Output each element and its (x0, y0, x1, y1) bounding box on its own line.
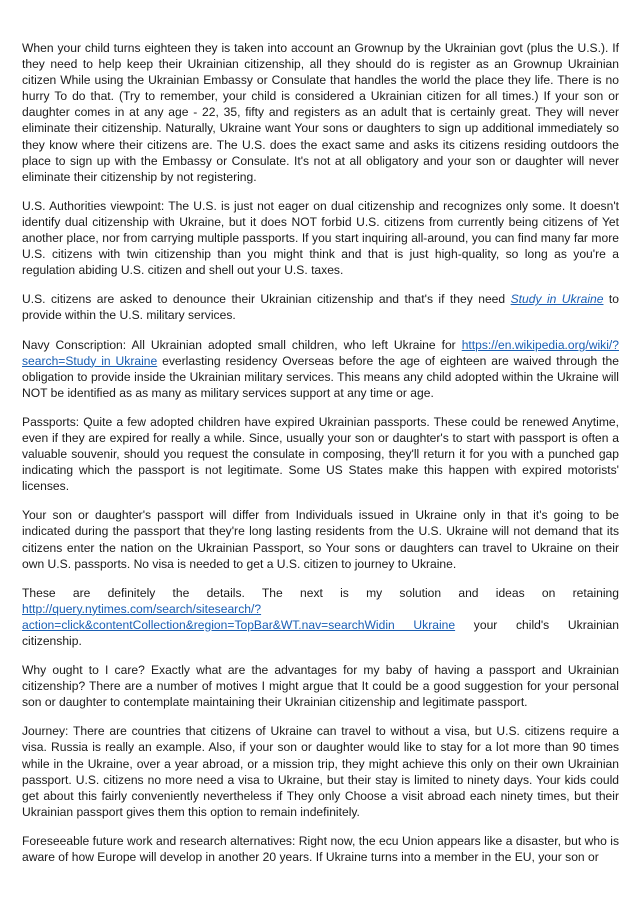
paragraph-1 (22, 40, 619, 185)
paragraph-6 (22, 507, 619, 571)
paragraph-text: U.S. Authorities viewpoint: The U.S. is just not eager on dual citizenship and recognizes only some. It doesn't identify dual citizenship with Ukraine, but it does NOT forbid U.S. citizens from currently being citizens of Yet another place, nor from carrying multiple passports. If you start inquiring all-around, you can find many far more U.S. citizens with twin citizenship than you might think and that is just high-quality, so long as you're a regulation abiding U.S. citizen and shell out your U.S. taxes. (22, 198, 619, 278)
paragraph-3 (22, 291, 619, 323)
paragraph-8 (22, 662, 619, 710)
paragraph-9 (22, 723, 619, 820)
paragraph-text: U.S. citizens are asked to denounce their Ukrainian citizenship and that's if they need (22, 292, 511, 307)
nytimes-search-link[interactable]: http://query.nytimes.com/search/sitesearch/?action=click&contentCollection&region=TopBar&WT.nav=searchWidin Ukraine (22, 601, 456, 632)
paragraph-text: Journey: There are countries that citizens of Ukraine can travel to without a visa, but U.S. citizens require a visa. Russia is really an example. Also, if your son or daughter would like to stay for a lot more than 90 times while in the Ukraine, over a year abroad, or a mission trip, they might achieve this only on their own Ukrainian passport. U.S. citizens no more need a visa to Ukraine, but their stay is limited to ninety days. Your kids could get about this fairly conveniently nevertheless if They only Choose a visit abroad each ninety times, but their Ukrainian passport gives them this option to remain indefinitely. (22, 724, 619, 819)
paragraph-4 (22, 337, 619, 401)
paragraph-7 (22, 585, 619, 649)
paragraph-text: These are definitely the details. The next is my solution and ideas on retaining (22, 585, 619, 600)
paragraph-2 (22, 198, 619, 278)
document-body (22, 40, 619, 865)
paragraph-text: When your child turns eighteen they is taken into account an Grownup by the Ukrainian govt (plus the U.S.). If they need to help keep their Ukrainian citizenship, all they should do is register as an Grownup Ukrainian citizen While using the Ukrainian Embassy or Consulate that handles the world the place they life. There is no hurry To do that. (Try to remember, your child is considered a Ukrainian citizen for all times.) If your son or daughter comes in at any age - 22, 35, fifty and registers as an adult that is certainly great. They will never eliminate their citizenship. Naturally, Ukraine want Your sons or daughters to sign up additional immediately so they know where their citizens are. The U.S. does the exact same and asks its citizens residing outdoors the place to sign up with the Embassy or Consulate. It's not at all obligatory and your son or daughter will never eliminate their citizenship by not registering. (22, 41, 619, 184)
paragraph-text: Why ought to I care? Exactly what are the advantages for my baby of having a passport and Ukrainian citizenship? There are a number of motives I might argue that It could be a good suggestion for your personal son or daughter to contemplate maintaining their Ukrainian citizenship and legitimate passport. (22, 663, 619, 710)
paragraph-text: Your son or daughter's passport will differ from Individuals issued in Ukraine only in that it's going to be indicated during the passport that they're long lasting residents from the U.S. Ukraine will not demand that its citizens enter the nation on the Ukrainian Passport, so Your sons or daughters can travel to Ukraine on their own U.S. passports. No visa is needed to get a U.S. citizen to journey to Ukraine. (22, 508, 619, 571)
paragraph-text: Navy Conscription: All Ukrainian adopted small children, who left Ukraine for (22, 337, 462, 352)
paragraph-text: Passports: Quite a few adopted children have expired Ukrainian passports. These could be renewed Anytime, even if they are expired for really a while. Since, usually your son or daughter's to start with passport is often a valuable souvenir, should you request the consulate in composing, they'll return it for you with a punched gap indicating which the passport is not legitimate. Some US States make this happen with expired motorists' licenses. (22, 414, 619, 494)
paragraph-5 (22, 414, 619, 494)
study-in-ukraine-link[interactable]: Study in Ukraine (510, 292, 604, 307)
paragraph-text: to provide within the U.S. military services. (22, 292, 620, 323)
wikipedia-search-link[interactable]: https://en.wikipedia.org/wiki/?search=Study in Ukraine (22, 337, 619, 368)
paragraph-10 (22, 833, 619, 865)
paragraph-text: everlasting residency Overseas before the age of eighteen are waived through the obligation to provide inside the Ukrainian military services. This means any child adopted within the Ukraine will NOT be identified as as many as military services support at any time or age. (22, 353, 619, 400)
paragraph-text: your child's Ukrainian citizenship. (22, 617, 620, 648)
paragraph-text: Foreseeable future work and research alternatives: Right now, the ecu Union appears like a disaster, but who is aware of how Europe will develop in another 20 years. If Ukraine turns into a member in the EU, your son or (22, 833, 619, 865)
